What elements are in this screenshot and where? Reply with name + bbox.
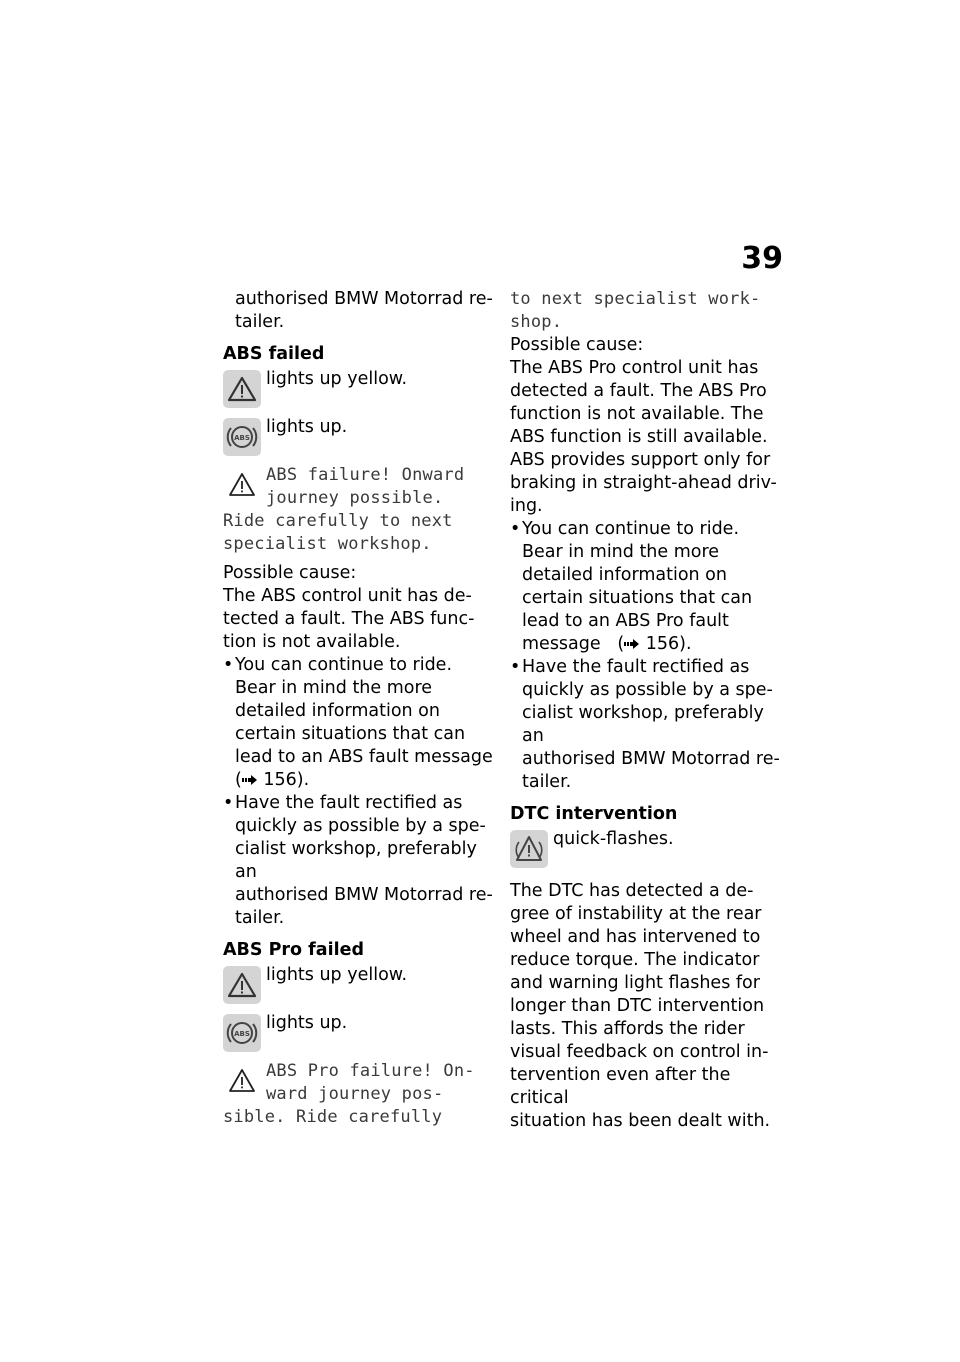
abs-pro-abs-row: ABS lights up. (223, 1014, 495, 1052)
abs-indicator-icon (223, 418, 261, 456)
left-column: authorised BMW Motorrad re- tailer. ABS failed lights up yellow. ABS lights up. ABS failure! Onward journey possible. Ride carefully to next specialist workshop. Possible cause: The ABS control unit has de- tected a fault. The ABS func- tion is not available. • You can continue to ride. Bear in mind the more detailed information on certain situations that can lead to an ABS fault message ( 156). • Have the fault rectified as quickly as possible by a spe- cialist workshop, preferably an authorised BMW Motorrad re- tailer. ABS Pro failed lights up yellow. ABS lights up. ABS Pro failure! On- ward journey pos- sible. Ride carefully (223, 288, 495, 1129)
list-item: • Have the fault rectified as quickly as possible by a spe- cialist workshop, preferably an authorised BMW Motorrad re- tailer. (223, 793, 493, 928)
warning-triangle-icon (223, 370, 261, 408)
page-reference[interactable]: ( 156). (235, 770, 310, 790)
dtc-indicator-icon (510, 830, 548, 868)
page-reference[interactable]: message ( 156). (522, 634, 692, 654)
abs-pro-display-row: ABS Pro failure! On- ward journey pos- (223, 1062, 495, 1106)
cause-label: Possible cause: (510, 335, 644, 355)
svg-text:ABS: ABS (234, 434, 250, 442)
page-reference-arrow-icon (624, 638, 640, 650)
display-warning-icon (223, 1062, 261, 1094)
abs-failed-display-row: ABS failure! Onward journey possible. (223, 466, 495, 510)
list-item: • Have the fault rectified as quickly as possible by a spe- cialist workshop, preferably an authorised BMW Motorrad re- tailer. (510, 657, 780, 792)
svg-text:ABS: ABS (234, 1030, 250, 1038)
display-warning-icon (223, 466, 261, 498)
abs-failed-warning-row: lights up yellow. (223, 370, 495, 408)
warning-triangle-icon (223, 966, 261, 1004)
list-item: • You can continue to ride. Bear in mind the more detailed information on certain situations that can lead to an ABS Pro fault message ( 156). (510, 519, 753, 654)
abs-pro-failed-heading: ABS Pro failed (223, 940, 364, 960)
dtc-intervention-heading: DTC intervention (510, 804, 678, 824)
cause-label: Possible cause: (223, 563, 357, 583)
right-column: to next specialist work- shop. Possible cause: The ABS Pro control unit has detected a fault. The ABS Pro function is not available. The ABS function is still available. ABS provides support only for braking in straight-ahead driv- ing. • You can continue to ride. Bear in mind the more detailed information on certain situations that can lead to an ABS Pro fault message ( 156). • Have the fault rectified as quickly as possible by a spe- cialist workshop, preferably an authorised BMW Motorrad re- tailer. DTC intervention quick-flashes. The DTC has detected a de- gree of instability at the rear wheel and has intervened to reduce torque. The indicator and warning light flashes for longer than DTC intervention lasts. This affords the rider visual feedback on control in- tervention even after the critical situation has been dealt with. (510, 288, 782, 1133)
intro-text: authorised BMW Motorrad re- tailer. (235, 289, 493, 332)
abs-pro-display-msg-cont: sible. Ride carefully (223, 1107, 443, 1127)
list-item: • You can continue to ride. Bear in mind the more detailed information on certain situations that can lead to an ABS fault message ( 156). (223, 655, 493, 790)
abs-pro-warning-row: lights up yellow. (223, 966, 495, 1004)
page-number: 39 (741, 241, 783, 276)
abs-failed-abs-row: ABS lights up. (223, 418, 495, 456)
abs-pro-display-msg-end: to next specialist work- shop. (510, 289, 761, 332)
abs-failed-display-msg-cont: Ride carefully to next specialist workshop. (223, 511, 453, 554)
page-reference-arrow-icon (242, 774, 258, 786)
abs-failed-heading: ABS failed (223, 344, 325, 364)
dtc-row: quick-flashes. (510, 830, 782, 868)
abs-indicator-icon (223, 1014, 261, 1052)
